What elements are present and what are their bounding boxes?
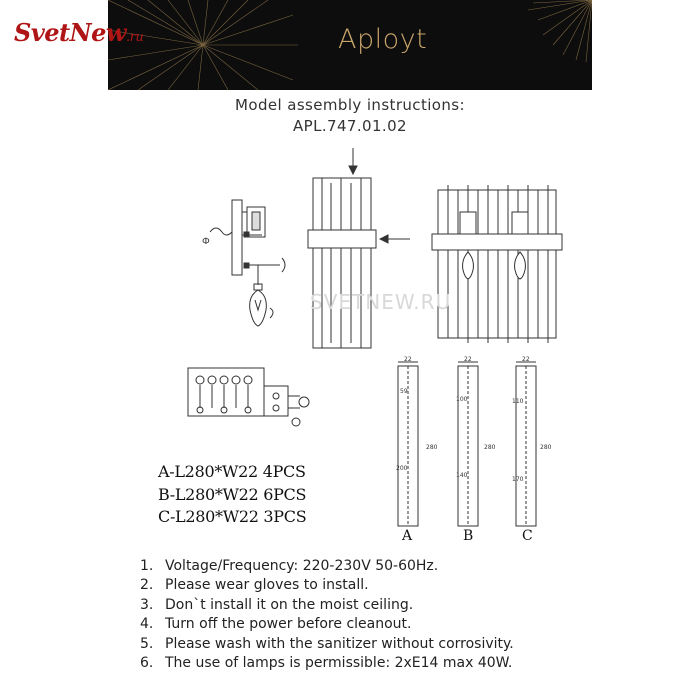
panel-a-label: A: [402, 528, 413, 544]
shop-logo-domain: .ru: [126, 30, 144, 45]
model-number: APL.747.01.02: [293, 117, 407, 135]
panel-c-label: C: [522, 528, 533, 544]
list-item: [140, 654, 514, 673]
panel-c-dim-2: 170: [512, 476, 524, 483]
note-number: 6.: [140, 655, 154, 672]
page-title: Model assembly instructions:: [235, 96, 465, 114]
note-number: 1.: [140, 558, 154, 574]
fixture-front-view: [308, 148, 410, 348]
note-number: 3.: [140, 596, 154, 613]
list-item: [140, 596, 514, 615]
instruction-notes: [140, 557, 514, 673]
panel-c-total: 280: [540, 444, 552, 451]
parts-item-b: B-L280*W22 6PCS: [158, 485, 307, 504]
panel-a-dim-2: 200: [396, 465, 408, 472]
panel-a-width: 22: [404, 356, 412, 363]
panel-b-dim-1: 100: [456, 396, 468, 403]
fixture-assembled-view: [432, 185, 562, 343]
note-text: Please wear gloves to install.: [165, 577, 369, 594]
list-item: [140, 576, 514, 595]
list-item: [140, 557, 514, 576]
note-number: 2.: [140, 577, 154, 594]
terminal-block-diagram: [188, 368, 309, 426]
parts-item-c: C-L280*W22 3PCS: [158, 507, 307, 526]
note-text: Please wash with the sanitizer without corrosivity.: [165, 635, 514, 652]
panel-b-label: B: [463, 528, 474, 544]
panel-b-total: 280: [484, 444, 496, 451]
panel-a-drawing: [398, 362, 418, 526]
panel-c-drawing: [516, 362, 536, 526]
brand-name: Aployt: [338, 24, 428, 55]
panel-a-dim-1: 59: [400, 388, 408, 395]
note-text: Turn off the power before cleanout.: [165, 616, 412, 633]
shop-logo-name: SvetNew: [14, 18, 126, 47]
parts-item-a: A-L280*W22 4PCS: [158, 462, 306, 481]
panel-a-total: 280: [426, 444, 438, 451]
note-text: The use of lamps is permissible: 2xE14 max 40W.: [165, 655, 513, 672]
note-text: Don`t install it on the moist ceiling.: [165, 596, 414, 613]
note-number: 4.: [140, 616, 154, 633]
panel-c-dim-1: 110: [512, 398, 524, 405]
watermark: SVETNEW.RU: [310, 290, 452, 314]
panel-b-dim-2: 140: [456, 472, 468, 479]
svg-text:Ф: Ф: [202, 237, 210, 247]
panel-c-width: 22: [522, 356, 530, 363]
wall-bracket-diagram: [202, 200, 285, 326]
list-item: [140, 635, 514, 654]
panel-b-width: 22: [464, 356, 472, 363]
note-number: 5.: [140, 635, 154, 652]
note-text: Voltage/Frequency: 220-230V 50-60Hz.: [165, 558, 439, 574]
panel-b-drawing: [458, 362, 478, 526]
list-item: [140, 615, 514, 634]
